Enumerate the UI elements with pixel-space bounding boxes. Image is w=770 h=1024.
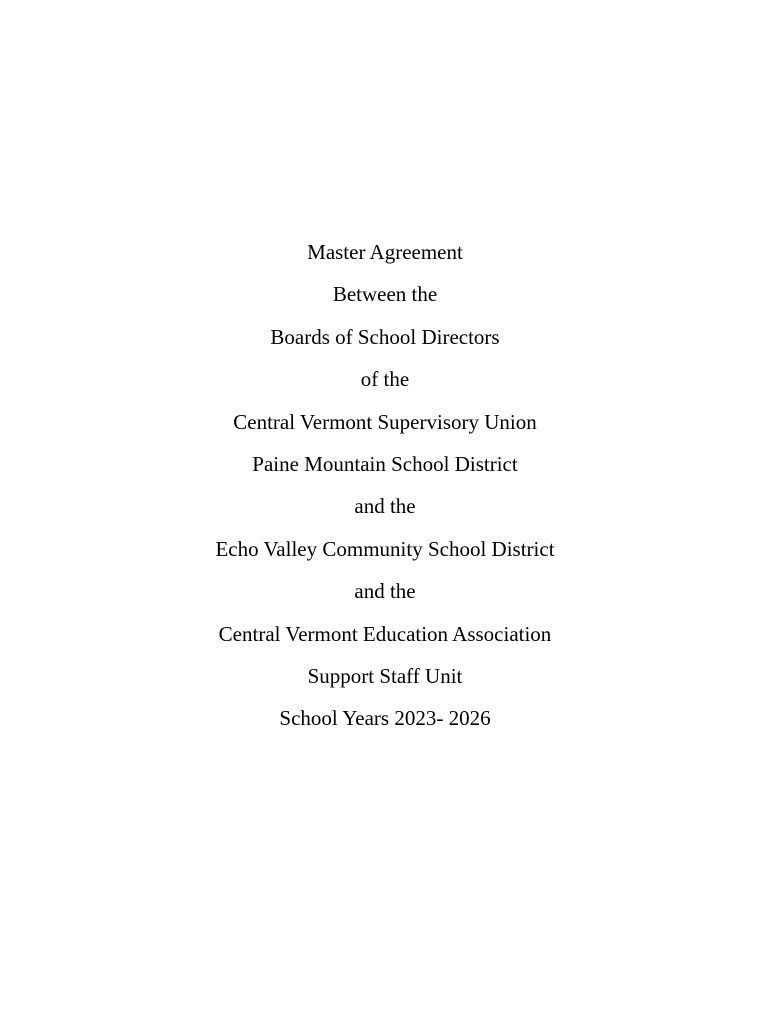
title-line-and-the-2: and the <box>354 579 416 604</box>
title-line-paine-mountain: Paine Mountain School District <box>252 451 518 476</box>
cover-title-block <box>0 231 770 740</box>
title-line-between: Between the <box>332 282 438 307</box>
title-line-echo-valley: Echo Valley Community School District <box>215 536 555 561</box>
title-line-supervisory-union: Central Vermont Supervisory Union <box>233 409 537 434</box>
title-line-agreement: Master Agreement <box>307 240 463 264</box>
title-line-education-association: Central Vermont Education Association <box>218 621 552 646</box>
title-line-and-the-1: and the <box>354 494 416 519</box>
title-line-of-the: of the <box>360 367 410 392</box>
title-line-boards: Boards of School Directors <box>270 324 500 349</box>
title-line-school-years: School Years 2023- 2026 <box>279 706 491 731</box>
title-line-support-staff: Support Staff Unit <box>307 663 463 688</box>
